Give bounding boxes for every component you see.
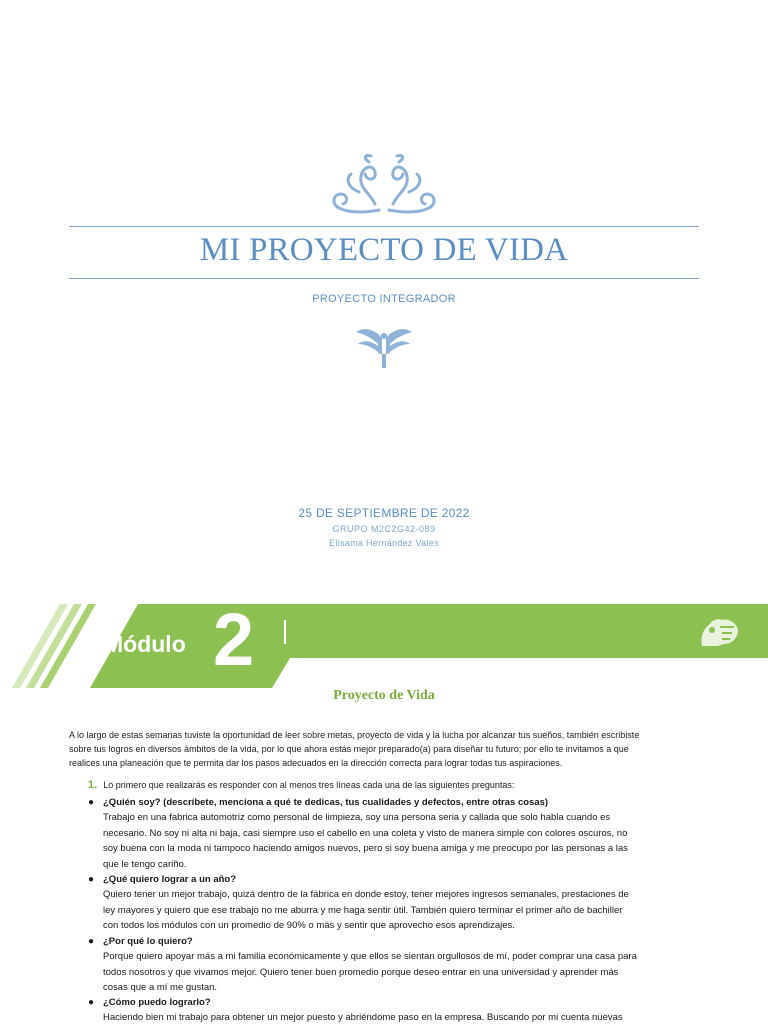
answer-line: Haciendo bien mi trabajo para obtener un mejor puesto y abriéndome paso en la empresa. Buscando por mi cuenta nuevas: [103, 1012, 623, 1024]
answer-line: Porque quiero apoyar más a mi familia económicamente y que ellos se sientan orgullosos de mí, poder comprar una casa para: [103, 951, 637, 963]
answer-line: necesario. No soy ni alta ni baja, casi siempre uso el cabello en una coleta y visto de manera simple con colores oscuros, no: [103, 827, 628, 839]
instruction-text: Lo primero que realizarás es responder con al menos tres líneas cada una de las siguientes preguntas:: [103, 780, 515, 790]
answer-text: [103, 810, 703, 872]
answer-line: soy buena con la moda ni tampoco haciendo amigos nuevos, pero si soy buena amiga y me preocupo por las personas a las: [103, 843, 628, 855]
title-bottom-rule: [69, 278, 699, 279]
group-code: GRUPO M2C2G42-089: [332, 524, 436, 534]
module-number: 2: [213, 598, 255, 681]
instruction-item: [88, 779, 514, 791]
title-top-rule: [69, 226, 699, 227]
answer-text: [103, 887, 703, 933]
answer-line: que le tengo cariño.: [103, 858, 187, 870]
question-text: ¿Cómo puedo lograrlo?: [103, 997, 211, 1008]
answer-text: [103, 1010, 703, 1025]
answer-line: Trabajo en una fabrica automotriz como personal de limpieza, soy una persona seria y callada que solo habla cuando es: [103, 812, 611, 824]
document-title: MI PROYECTO DE VIDA: [199, 232, 569, 268]
prepa-en-linea-sep-logo-icon: [698, 616, 740, 648]
intro-line: A lo largo de estas semanas tuviste la oportunidad de leer sobre metas, proyecto de vida y la lucha por alcanzar tus sueños, también escribiste: [69, 730, 640, 740]
answer-line: todos nosotros y que vivamos mejor. Quiero tener buen promedio porque deseo entrar en una universidad y aprender más: [103, 966, 619, 978]
answer-text: [103, 949, 703, 995]
document-subtitle: PROYECTO INTEGRADOR: [312, 293, 456, 305]
answer-line: Quiero tener un mejor trabajo, quizá dentro de la fábrica en donde estoy, tener mejores ingresos semanales, prestaciones de: [103, 889, 629, 901]
question-text: ¿Qué quiero lograr a un año?: [103, 874, 237, 885]
intro-paragraph: [69, 728, 709, 770]
floral-scroll-ornament-icon: [329, 152, 439, 216]
answer-line: con todos los módulos con un promedio de 90% o más y sentir que aprovecho esos aprendizajes.: [103, 920, 515, 932]
answer-line: cosas que a mí me gustan.: [103, 982, 218, 994]
bullet-icon: ●: [88, 997, 95, 1008]
answer-line: ley mayores y quiero que ese trabajo no me aburra y me haga sentir útil. También quiero terminar el primer año de bachiller: [103, 904, 623, 916]
author-name: Elisama Hernández Vales: [329, 538, 439, 548]
instruction-number: 1.: [88, 779, 98, 791]
bullet-icon: ●: [88, 936, 95, 947]
intro-line: sobre tus logros en diversos ámbitos de la vida, por lo que ahora estás mejor preparado(a) para diseñar tu futuro; por ello te invitamos a que: [69, 744, 629, 754]
bullet-icon: ●: [88, 797, 95, 808]
bullet-icon: ●: [88, 874, 95, 885]
module-label: Módulo: [104, 631, 186, 657]
question-text: ¿Por qué lo quiero?: [103, 936, 193, 947]
question-text: ¿Quién soy? (descríbete, menciona a qué te dedicas, tus cualidades y defectos, entre otras cosas): [103, 797, 549, 808]
fleur-divider-icon: [354, 324, 414, 370]
document-date: 25 DE SEPTIEMBRE DE 2022: [298, 506, 470, 520]
intro-line: realices una planeación que te permita dar los pasos adecuados en la dirección correcta para lograr todas tus aspiraciones.: [69, 758, 563, 768]
section-title: Proyecto de Vida: [333, 688, 435, 703]
